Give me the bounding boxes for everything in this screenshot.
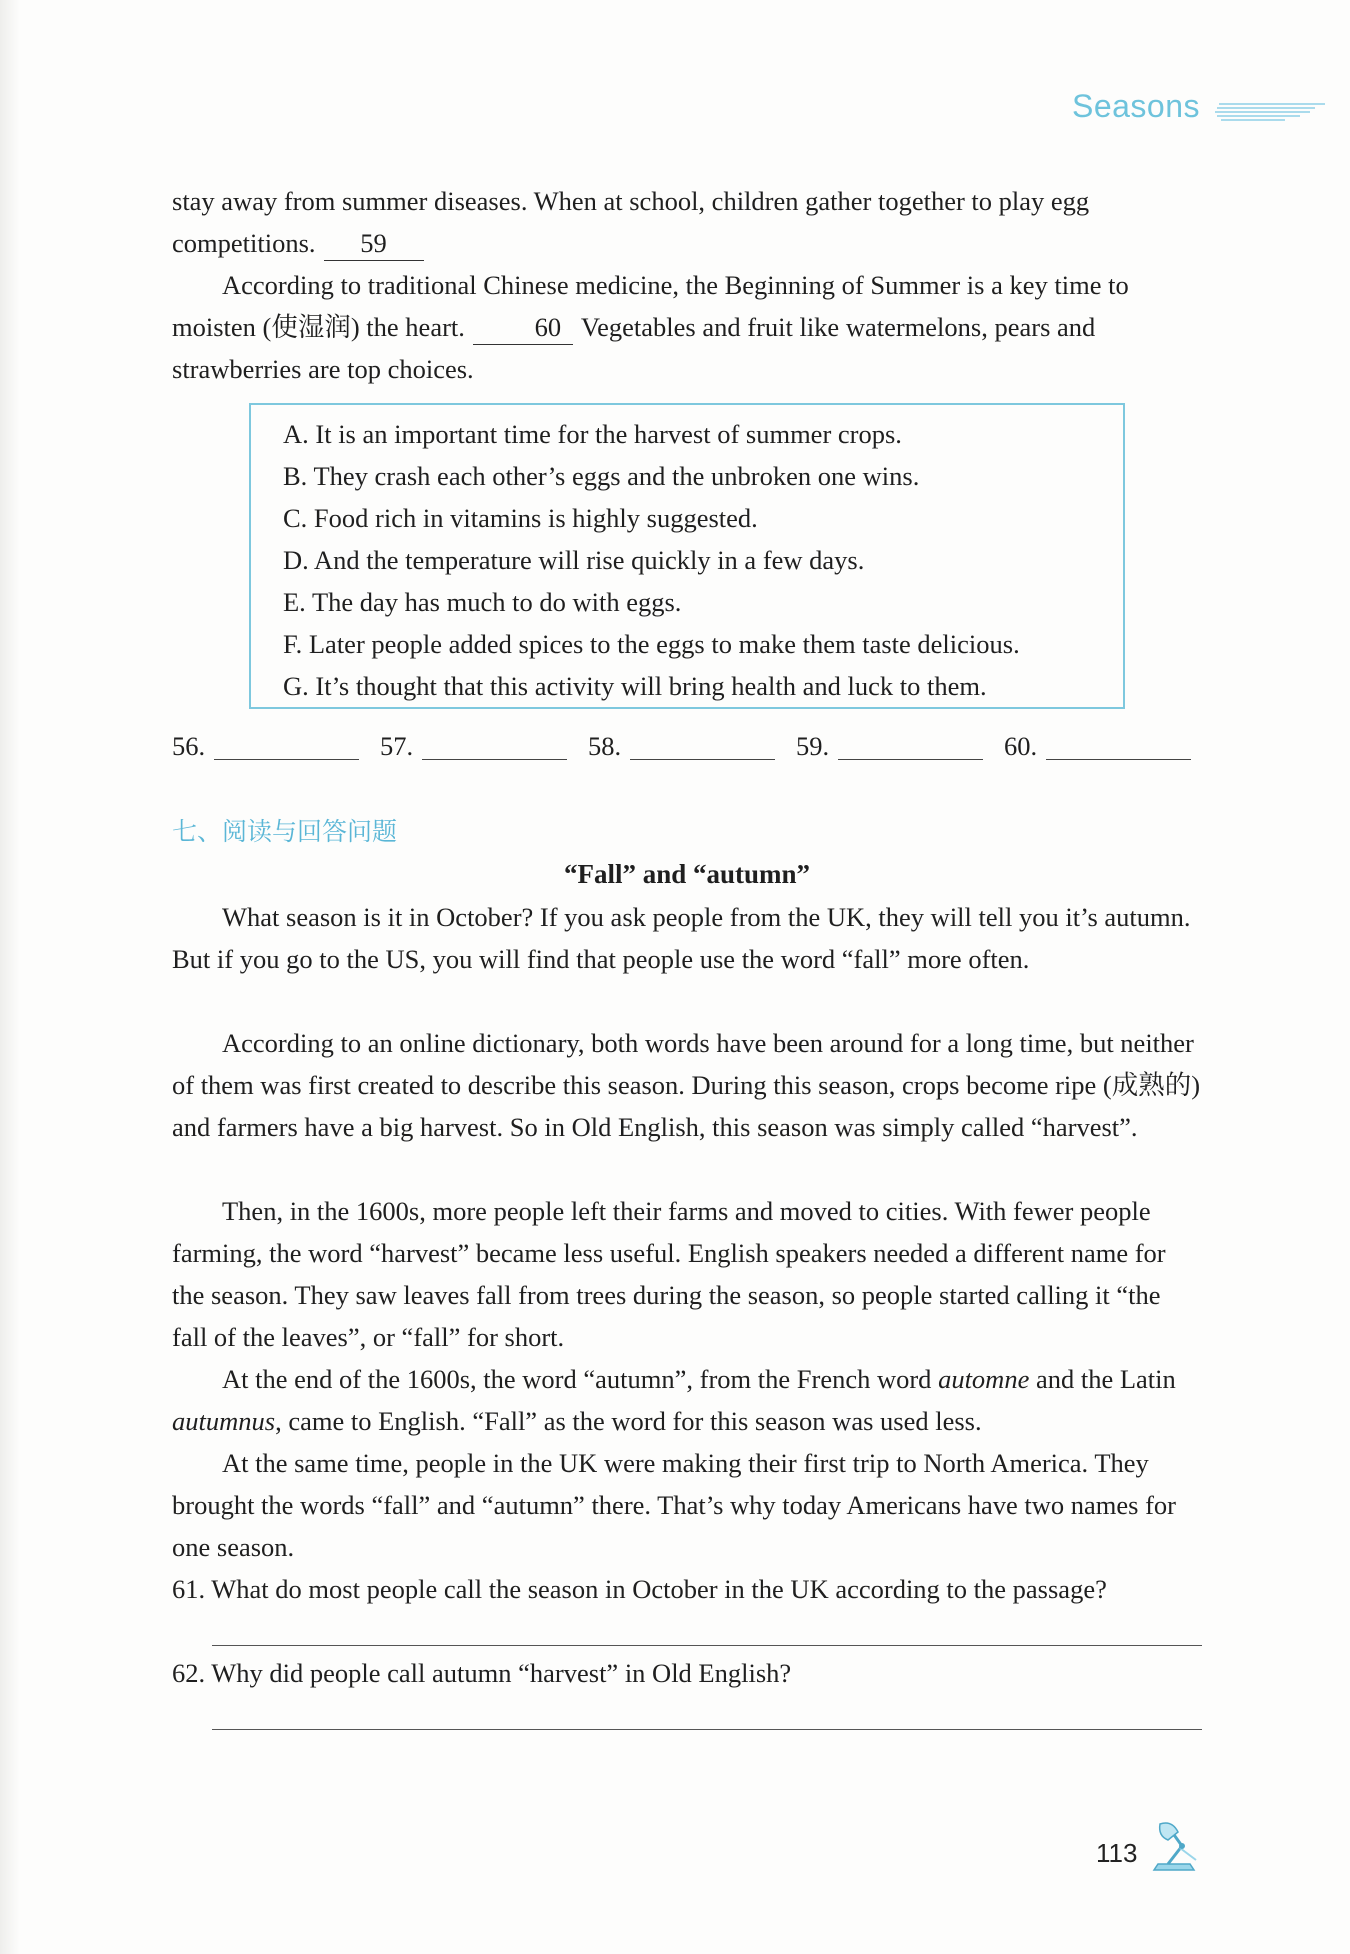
page-number: 113: [1096, 1838, 1138, 1868]
desk-lamp-icon: [1146, 1818, 1202, 1874]
answer-label-60: 60.: [1004, 731, 1038, 761]
paragraph-text: At the end of the 1600s, the word “autumn”, from the French word: [222, 1364, 939, 1394]
answer-label-57: 57.: [380, 731, 414, 761]
question-62: 62. Why did people call autumn “harvest” in Old English?: [172, 1658, 792, 1688]
passage-paragraph-2: According to an online dictionary, both words have been around for a long time, but neither of them was first created to describe this season. During this season, crops become ripe (成熟的) and farmers have a big harvest. So in Old English, this season was simply called “harvest”.: [172, 1028, 1201, 1142]
page-edge-shadow: [0, 0, 20, 1954]
option-f: F. Later people added spices to the eggs to make them taste delicious.: [283, 629, 1020, 659]
option-e: E. The day has much to do with eggs.: [283, 587, 682, 617]
section-heading: 七、阅读与回答问题: [172, 817, 398, 846]
passage-paragraph-3: Then, in the 1600s, more people left their farms and moved to cities. With fewer people farming, the word “harvest” became less useful. English speakers needed a different name for the season. They saw leaves fall from trees during the season, so people started calling it “the fall of the leaves”, or “fall” for short.: [172, 1196, 1166, 1352]
paragraph-text: stay away from summer diseases. When at school, children gather together to play egg competitions.: [172, 186, 1090, 258]
paragraph-text: , came to English. “Fall” as the word for this season was used less.: [275, 1406, 982, 1436]
option-g: G. It’s thought that this activity will bring health and luck to them.: [283, 671, 987, 701]
answer-blank-59[interactable]: [838, 759, 983, 760]
continued-paragraph: [172, 180, 1202, 264]
decorative-stripes-icon: [1215, 101, 1330, 121]
blank-60: 60: [473, 310, 573, 345]
passage-paragraph-4: [172, 1358, 1202, 1442]
paragraph-text: According to traditional Chinese medicine, the Beginning of Summer is a key time to moisten (使湿润) the heart.: [172, 270, 1129, 342]
option-b: B. They crash each other’s eggs and the unbroken one wins.: [283, 461, 920, 491]
passage-paragraph-5: At the same time, people in the UK were making their first trip to North America. They brought the words “fall” and “autumn” there. That’s why today Americans have two names for one season.: [172, 1448, 1176, 1562]
answer-blank-58[interactable]: [630, 759, 775, 760]
paragraph-text: Vegetables and fruit like watermelons, pears and strawberries are top choices.: [172, 312, 1096, 384]
option-c: C. Food rich in vitamins is highly suggested.: [283, 503, 758, 533]
answer-label-58: 58.: [588, 731, 622, 761]
passage-title: “Fall” and “autumn”: [563, 859, 811, 889]
passage-paragraph-1: What season is it in October? If you ask people from the UK, they will tell you it’s autumn. But if you go to the US, you will find that people use the word “fall” more often.: [172, 902, 1191, 974]
medicine-paragraph: [172, 264, 1202, 390]
question-61: 61. What do most people call the season in October in the UK according to the passage?: [172, 1574, 1107, 1604]
answer-blank-57[interactable]: [422, 759, 567, 760]
option-d: D. And the temperature will rise quickly in a few days.: [283, 545, 865, 575]
options-box: [249, 403, 1125, 709]
answer-blanks-row: [172, 726, 1202, 766]
paragraph-text: and the Latin: [1029, 1364, 1176, 1394]
answer-label-59: 59.: [796, 731, 830, 761]
italic-word: automne: [938, 1364, 1030, 1394]
answer-blank-56[interactable]: [214, 759, 359, 760]
answer-label-56: 56.: [172, 731, 206, 761]
italic-word: autumnus: [172, 1406, 276, 1436]
answer-line-62[interactable]: [212, 1729, 1202, 1730]
running-header-title: Seasons: [1071, 88, 1200, 124]
blank-59: 59: [324, 226, 424, 261]
option-a: A. It is an important time for the harvest of summer crops.: [283, 419, 902, 449]
answer-blank-60[interactable]: [1046, 759, 1191, 760]
answer-line-61[interactable]: [212, 1645, 1202, 1646]
